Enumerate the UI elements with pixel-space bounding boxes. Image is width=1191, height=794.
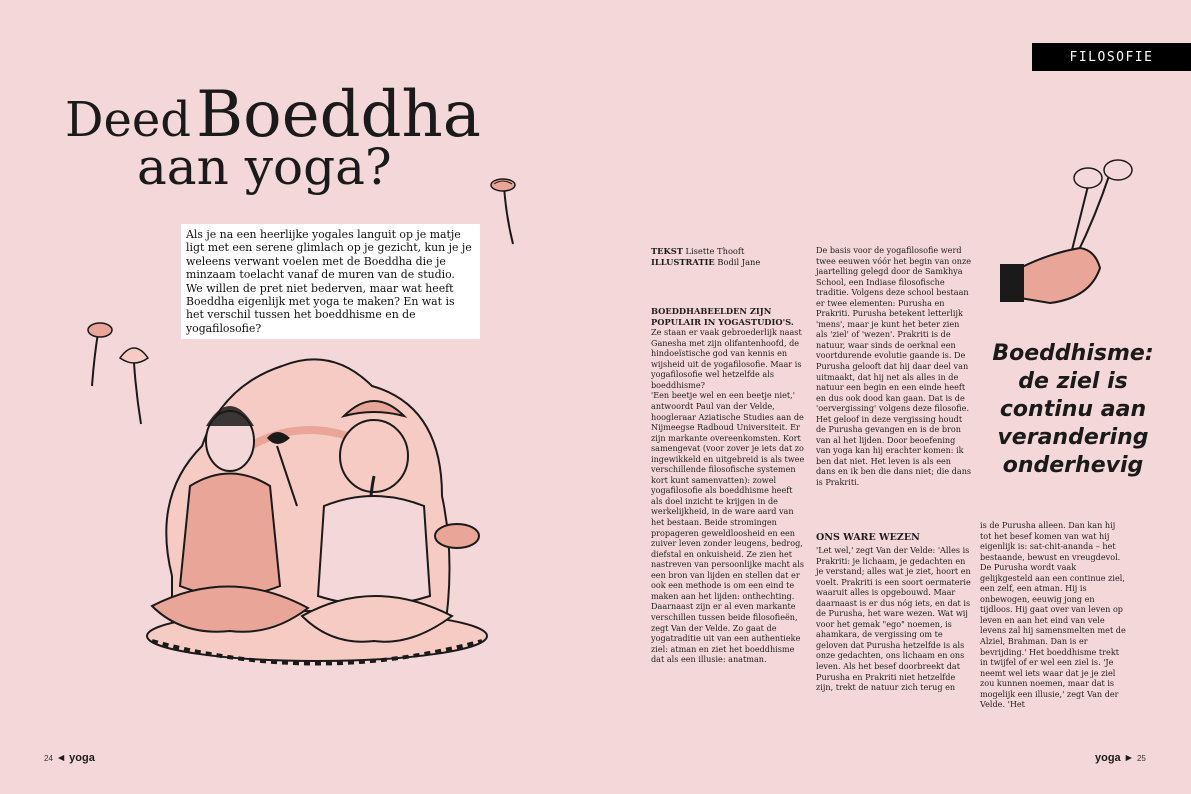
article-column-2-lower: [816, 532, 972, 693]
credits: [651, 246, 811, 267]
article-column-1: [651, 306, 806, 665]
credit-text: TEKST Lisette Thooft: [651, 246, 745, 256]
section-heading: BOEDDHABEELDEN ZIJN POPULAIR IN YOGASTUDIO'S.: [651, 306, 794, 327]
pull-quote: Boeddhisme: de ziel is continu aan verandering onderhevig: [992, 341, 1154, 478]
credit-illustration: ILLUSTRATIE Bodil Jane: [651, 256, 761, 267]
hand-with-lotus-illustration: [1000, 158, 1140, 308]
intro-paragraph: Als je na een heerlijke yogales languit op je matje ligt met een serene glimlach op je gezicht, kun je je weleens verwant voelen met de Boeddha die je minzaam toelacht vanaf de muren van de studio. We willen de pret niet bederven, maar wat heeft Boeddha eigenlijk met yoga te maken? En wat is het verschil tussen het boeddhisme en de yogafilosofie?: [181, 224, 480, 339]
paragraph: De basis voor de yogafilosofie werd twee eeuwen vóór het begin van onze jaartelling gelegd door de Samkhya School, een Indiase filosofische traditie. Volgens deze school bestaan er twee elementen: Purusha en Prakriti. Purusha betekent letterlijk 'mens', maar je kunt het beter zien als 'ziel' of 'wezen'. Prakriti is de natuur, waar sinds de oerknal een voortdurende evolutie gaande is. De Purusha gelooft dat hij daar deel van uitmaakt, dat hij net als alles in de natuur een begin en een einde heeft en dus ook dood kan gaan. Dat is de 'oervergissing' volgens deze filosofie. Het geloof in deze vergissing houdt de Purusha gevangen en is de bron van al het lijden. Door beoefening van yoga kan hij erachter komen: ik ben dat niet. Het leven is als een dans en ik ben die dans niet; die dans is Prakriti.: [816, 245, 972, 488]
paragraph: Ze staan er vaak gebroederlijk naast Ganesha met zijn olifantenhoofd, de hindoeïstische god van kennis en wijsheid uit de yogafilosofie. Maar is yogafilosofie wel hetzelfde als boeddhisme?: [651, 327, 802, 390]
paragraph: 'Een beetje wel en een beetje niet,' antwoordt Paul van der Velde, hoogleraar Aziatische Studies aan de Nijmeegse Radboud Universiteit. Er zijn markante overeenkomsten. Kort samengevat (voor zover je iets dat zo ingewikkeld en uitgebreid is als twee verschillende filosofische systemen kort kunt samenvatten): zowel yogafilosofie als boeddhisme heeft als doel inzicht te krijgen in de werkelijkheid, in de ware aard van het bestaan. Beide stromingen propageren geweldloosheid en een zuiver leven zonder leugens, bedrog, diefstal en onkuisheid. Ze zien het nastreven van persoonlijke macht als een bron van lijden en stellen dat er ook een methode is om een eind te maken aan het lijden: onthechting.: [651, 390, 805, 601]
page-title-line2: aan yoga?: [137, 138, 392, 196]
section-tag: FILOSOFIE: [1032, 43, 1191, 71]
folio-right: yoga ► 25: [1095, 752, 1146, 764]
paragraph: 'Let wel,' zegt Van der Velde: 'Alles is Prakriti: je lichaam, je gedachten en je verstand; alles wat je ziet, hoort en voelt. Prakriti is een soort oermaterie waaruit alles is opgebouwd. Maar daarnaast is er dus nóg iets, en dat is de Purusha, het ware wezen. Wat wij voor het gemak "ego" noemen, is ahamkara, de vergissing om te geloven dat Purusha hetzelfde is als onze gedachten, ons lichaam en ons leven. Als het besef doorbreekt dat Purusha en Prakriti niet hetzelfde zijn, trekt de natuur zich terug en: [816, 545, 971, 693]
paragraph: Daarnaast zijn er al even markante verschillen tussen beide filosofieën, zegt Van der Velde. Zo gaat de yogatraditie uit van een authentieke ziel: atman en ziet het boeddhisme dat als een illusie: anatman.: [651, 601, 801, 665]
section-heading: ONS WARE WEZEN: [816, 532, 920, 543]
lotus-flower-icon: [486, 176, 526, 256]
title-word-boeddha: Boeddha: [196, 78, 481, 152]
title-word-deed: Deed: [65, 92, 192, 148]
article-column-3: [980, 520, 1128, 710]
buddha-ganesha-illustration: [112, 346, 492, 720]
folio-left: 24 ◄ yoga: [44, 752, 95, 764]
article-column-2: [816, 245, 972, 488]
paragraph: is de Purusha alleen. Dan kan hij tot het besef komen van wat hij eigenlijk is: sat-chit-ananda – het bestaande, bewust en vreugdevol. De Purusha wordt vaak gelijkgesteld aan een continue ziel, een zelf, een atman. Hij is onbewogen, eeuwig jong en tijdloos. Hij gaat over van leven op leven en aan het eind van vele levens zal hij samensmelten met de Alziel, Brahman. Dan is er bevrijding.' Het boeddhisme trekt in twijfel of er wel een ziel is. 'Je neemt wel iets waar dat je je ziel zou kunnen noemen, maar dat is mogelijk een illusie,' zegt Van der Velde. 'Het: [980, 520, 1126, 710]
